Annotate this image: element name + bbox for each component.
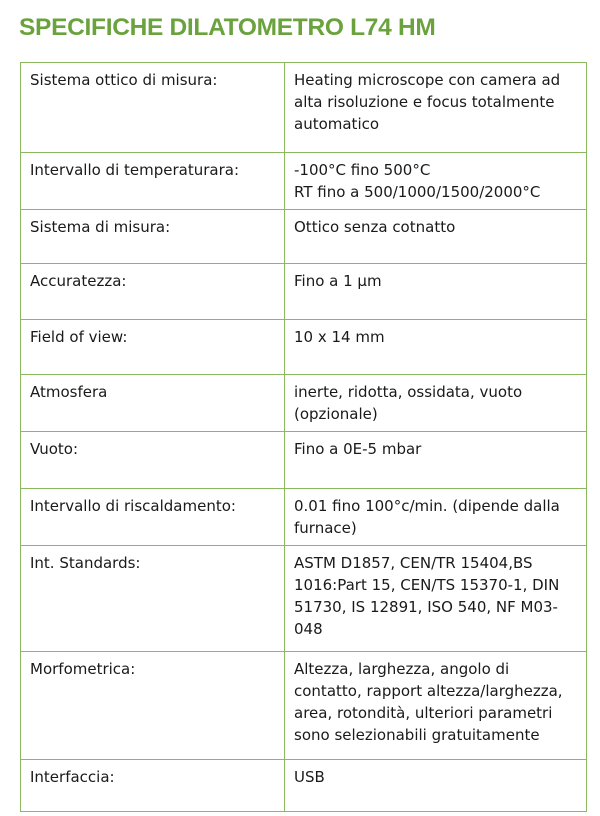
row-label: Int. Standards: bbox=[21, 546, 285, 652]
table-row bbox=[21, 760, 587, 812]
row-label: Atmosfera bbox=[21, 375, 285, 432]
row-value bbox=[285, 153, 587, 210]
row-label: Morfometrica: bbox=[21, 652, 285, 760]
row-label: Sistema ottico di misura: bbox=[21, 63, 285, 153]
row-value bbox=[285, 652, 587, 760]
value-line: automatico bbox=[294, 115, 380, 133]
value-line: RT fino a 500/1000/1500/2000°C bbox=[294, 183, 541, 201]
value-line: Heating microscope con camera ad bbox=[294, 71, 561, 89]
value-line: alta risoluzione e focus totalmente bbox=[294, 93, 555, 111]
table-row bbox=[21, 375, 587, 432]
table-row bbox=[21, 153, 587, 210]
row-value bbox=[285, 210, 587, 264]
table-row bbox=[21, 432, 587, 489]
row-value bbox=[285, 432, 587, 489]
table-row bbox=[21, 210, 587, 264]
table-row bbox=[21, 63, 587, 153]
value-line: Fino a 1 µm bbox=[294, 272, 382, 290]
value-line: 1016:Part 15, CEN/TS 15370-1, DIN bbox=[294, 576, 560, 594]
row-label: Intervallo di riscaldamento: bbox=[21, 489, 285, 546]
row-value bbox=[285, 546, 587, 652]
row-label: Accuratezza: bbox=[21, 264, 285, 320]
table-row bbox=[21, 320, 587, 375]
row-value bbox=[285, 760, 587, 812]
value-line: furnace) bbox=[294, 519, 357, 537]
value-line: 10 x 14 mm bbox=[294, 328, 385, 346]
table-row bbox=[21, 652, 587, 760]
row-value bbox=[285, 320, 587, 375]
specs-table bbox=[20, 62, 587, 812]
row-label: Intervallo di temperaturara: bbox=[21, 153, 285, 210]
row-label: Interfaccia: bbox=[21, 760, 285, 812]
table-row bbox=[21, 264, 587, 320]
value-line: ASTM D1857, CEN/TR 15404,BS bbox=[294, 554, 533, 572]
value-line: inerte, ridotta, ossidata, vuoto bbox=[294, 383, 523, 401]
value-line: Fino a 0E-5 mbar bbox=[294, 440, 422, 458]
row-label: Sistema di misura: bbox=[21, 210, 285, 264]
table-row bbox=[21, 546, 587, 652]
page-title: SPECIFICHE DILATOMETRO L74 HM bbox=[19, 14, 436, 41]
row-value bbox=[285, 489, 587, 546]
row-label: Vuoto: bbox=[21, 432, 285, 489]
value-line: Altezza, larghezza, angolo di bbox=[294, 660, 510, 678]
value-line: sono selezionabili gratuitamente bbox=[294, 726, 540, 744]
value-line: contatto, rapport altezza/larghezza, bbox=[294, 682, 563, 700]
row-value bbox=[285, 375, 587, 432]
value-line: -100°C fino 500°C bbox=[294, 161, 431, 179]
value-line: 0.01 fino 100°c/min. (dipende dalla bbox=[294, 497, 560, 515]
value-line: 048 bbox=[294, 620, 323, 638]
value-line: Ottico senza cotnatto bbox=[294, 218, 456, 236]
value-line: 51730, IS 12891, ISO 540, NF M03- bbox=[294, 598, 558, 616]
value-line: USB bbox=[294, 768, 325, 786]
table-row bbox=[21, 489, 587, 546]
row-value bbox=[285, 63, 587, 153]
value-line: (opzionale) bbox=[294, 405, 378, 423]
row-value bbox=[285, 264, 587, 320]
row-label: Field of view: bbox=[21, 320, 285, 375]
value-line: area, rotondità, ulteriori parametri bbox=[294, 704, 553, 722]
